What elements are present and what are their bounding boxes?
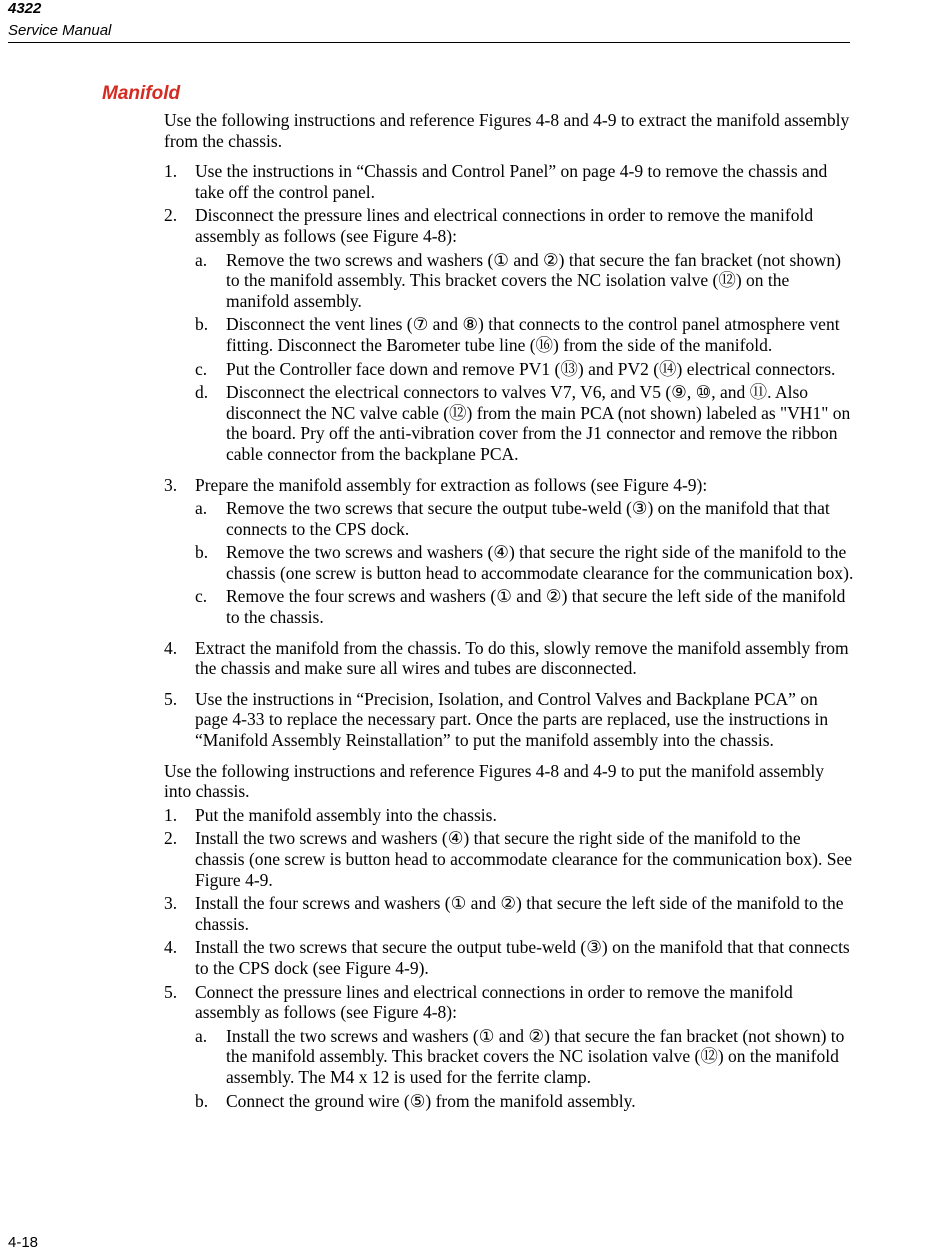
- substep-letter: a.: [195, 498, 208, 519]
- step-number: 1.: [164, 804, 178, 825]
- step-text: Install the two screws that secure the output tube-weld (③) on the manifold that that connects to the CPS dock (see Figure 4-9).: [195, 937, 850, 978]
- substep: [195, 250, 854, 312]
- substep-letter: c.: [195, 358, 208, 379]
- step-text: Install the four screws and washers (① and ②) that secure the left side of the manifold to the chassis.: [195, 893, 844, 934]
- substep-letter: b.: [195, 542, 209, 563]
- step-number: 1.: [164, 161, 178, 182]
- document-number: 4322: [8, 0, 42, 17]
- substep-list: [195, 250, 854, 465]
- substep-text: Remove the two screws that secure the output tube-weld (③) on the manifold that that connects to the CPS dock.: [226, 498, 830, 539]
- section-title: Manifold: [102, 83, 181, 104]
- removal-step-4: [164, 638, 854, 679]
- substep: [195, 314, 854, 355]
- install-step-1: [164, 805, 854, 826]
- step-text: Extract the manifold from the chassis. To do this, slowly remove the manifold assembly from the chassis and make sure all wires and tubes are disconnected.: [195, 637, 849, 679]
- substep-letter: c.: [195, 586, 208, 607]
- substep-text: Put the Controller face down and remove PV1 (⑬) and PV2 (⑭) electrical connectors.: [226, 358, 836, 379]
- substep-list: [195, 498, 854, 628]
- substep: [195, 542, 854, 583]
- step-text: Put the manifold assembly into the chassis.: [195, 804, 497, 825]
- step-text: Use the instructions in “Chassis and Control Panel” on page 4-9 to remove the chassis and take off the control panel.: [195, 161, 828, 202]
- substep-text: Remove the two screws and washers (④) that secure the right side of the manifold to the chassis (one screw is button head to accommodate clearance for the communication box).: [226, 542, 854, 583]
- substep: [195, 359, 854, 380]
- substep-text: Connect the ground wire (⑤) from the manifold assembly.: [226, 1090, 636, 1111]
- substep-letter: d.: [195, 382, 209, 403]
- substep: [195, 1026, 854, 1088]
- install-step-4: [164, 937, 854, 978]
- removal-intro: Use the following instructions and reference Figures 4-8 and 4-9 to extract the manifold assembly from the chassis.: [164, 110, 850, 151]
- page-number: 4-18: [8, 1234, 39, 1251]
- substep-text: Remove the four screws and washers (① and ②) that secure the left side of the manifold to the chassis.: [226, 586, 846, 628]
- substep: [195, 1091, 854, 1112]
- substep-letter: a.: [195, 249, 208, 270]
- substep-letter: b.: [195, 314, 209, 335]
- page-header: [8, 0, 111, 40]
- substep-letter: b.: [195, 1090, 209, 1111]
- removal-step-5: [164, 689, 854, 751]
- step-number: 3.: [164, 474, 178, 495]
- step-number: 2.: [164, 205, 178, 226]
- install-step-3: [164, 893, 854, 934]
- step-number: 4.: [164, 637, 178, 658]
- step-text: Connect the pressure lines and electrical connections in order to remove the manifold assembly as follows (see Figure 4-8):: [195, 981, 793, 1023]
- step-text: Disconnect the pressure lines and electrical connections in order to remove the manifold assembly as follows (see Figure 4-8):: [195, 205, 814, 246]
- step-number: 2.: [164, 828, 178, 849]
- install-step-2: [164, 828, 854, 890]
- substep-text: Disconnect the vent lines (⑦ and ⑧) that connects to the control panel atmosphere vent fitting. Disconnect the Barometer tube line (⑯) from the side of the manifold.: [226, 314, 840, 355]
- substep-text: Remove the two screws and washers (① and ②) that secure the fan bracket (not shown) to the manifold assembly. This bracket covers the NC isolation valve (⑫) on the manifold assembly.: [226, 249, 841, 311]
- substep: [195, 382, 854, 464]
- step-text: Install the two screws and washers (④) that secure the right side of the manifold to the chassis (one screw is button head to accommodate clearance for the communication box). See Figure 4-9.: [195, 828, 852, 890]
- substep: [195, 586, 854, 627]
- substep: [195, 498, 854, 539]
- substep-list: [195, 1026, 854, 1111]
- substep-text: Disconnect the electrical connectors to valves V7, V6, and V5 (⑨, ⑩, and ⑪. Also disconnect the NC valve cable (⑫) from the main PCA (not shown) labeled as "VH1" on the board. Pry off the anti-vibration cover from the J1 connector and remove the ribbon cable connector from the backplane PCA.: [226, 382, 851, 464]
- step-number: 3.: [164, 893, 178, 914]
- step-number: 5.: [164, 981, 178, 1002]
- page-content: [164, 110, 854, 1114]
- removal-step-1: [164, 161, 854, 202]
- header-divider: [8, 42, 850, 43]
- substep-letter: a.: [195, 1025, 208, 1046]
- install-intro: Use the following instructions and reference Figures 4-8 and 4-9 to put the manifold assembly into chassis.: [164, 760, 824, 802]
- step-text: Prepare the manifold assembly for extraction as follows (see Figure 4-9):: [195, 474, 708, 495]
- document-type: Service Manual: [8, 22, 112, 39]
- step-number: 5.: [164, 688, 178, 709]
- step-text: Use the instructions in “Precision, Isolation, and Control Valves and Backplane PCA” on page 4-33 to replace the necessary part. Once the parts are replaced, use the instructions in “Manifold Assembly Reinstallation” to put the manifold assembly into the chassis.: [195, 688, 829, 751]
- step-number: 4.: [164, 937, 178, 958]
- substep-text: Install the two screws and washers (① and ②) that secure the fan bracket (not shown) to the manifold assembly. This bracket covers the NC isolation valve (⑫) on the manifold assembly. The M4 x 12 is used for the ferrite clamp.: [226, 1025, 845, 1087]
- removal-step-2: [164, 205, 854, 464]
- removal-step-3: [164, 475, 854, 628]
- install-step-5: [164, 982, 854, 1112]
